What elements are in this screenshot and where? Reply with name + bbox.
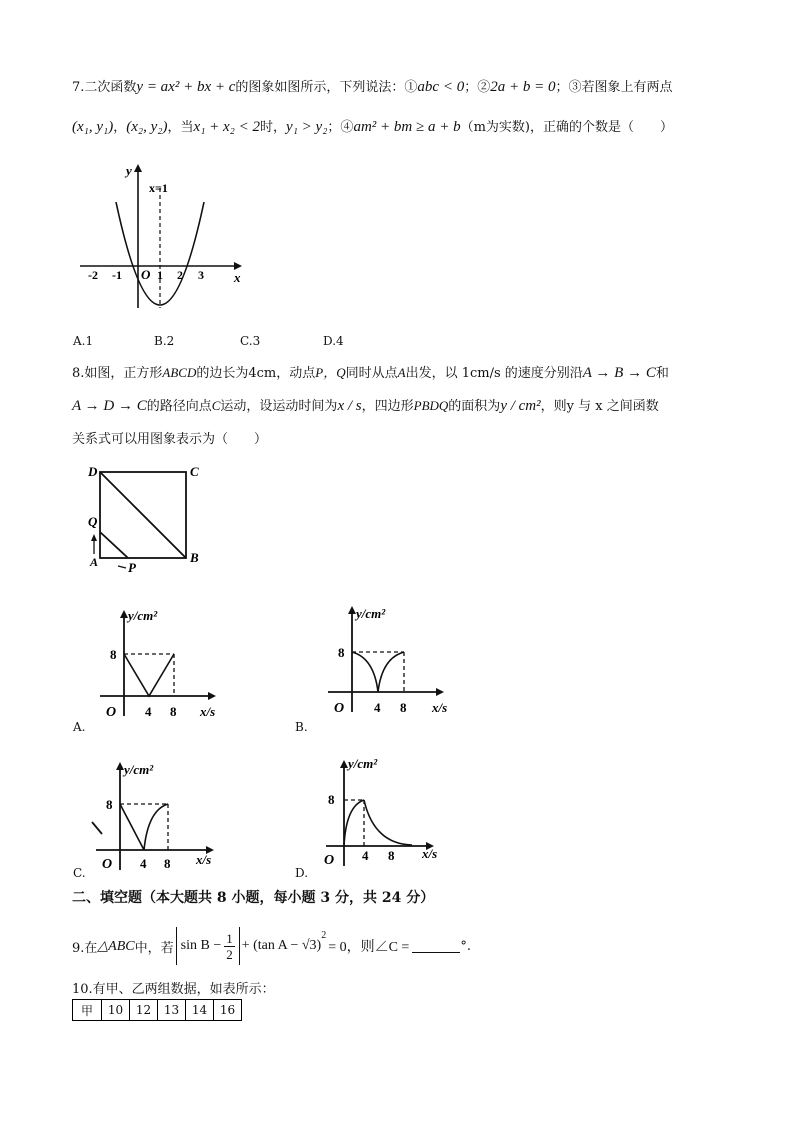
arrow-q-head	[91, 534, 97, 541]
fraction: $\frac{1}{2}$	[226, 930, 233, 962]
label-p: P	[128, 560, 136, 575]
table-cell: 甲	[73, 1000, 102, 1021]
q8-line-1: 8.如图，正方形ABCD的边长为4cm，动点P，Q同时从点A出发，以 1cm/s 的速度分别沿A → B → C和	[72, 365, 669, 381]
tick-label: -2	[88, 268, 98, 282]
x-tick-label: 4	[145, 704, 152, 719]
x-axis-label: x/s	[200, 704, 216, 719]
tick-label: 1	[157, 268, 163, 282]
y-axis-label: y/cm²	[348, 756, 378, 771]
q8-option-a: A.	[73, 720, 86, 734]
graph-curve	[144, 804, 168, 850]
q8-graph-b	[320, 600, 470, 720]
origin-label: O	[102, 857, 113, 872]
data-table	[72, 999, 242, 1021]
absolute-value: sin B − $\frac{1}{2}$	[176, 927, 240, 965]
x-axis-label: x/s	[422, 846, 438, 861]
x-tick-label: 8	[400, 700, 407, 715]
q8-square-figure	[84, 460, 214, 576]
table-row	[73, 1000, 242, 1021]
answer-blank[interactable]	[412, 940, 460, 953]
y-axis-label: y	[126, 163, 132, 178]
x-axis-arrow	[208, 692, 216, 700]
table-cell: 13	[158, 1000, 186, 1021]
y-axis-arrow	[120, 610, 128, 618]
tick-label: -1	[112, 268, 122, 282]
y-axis-arrow	[116, 762, 124, 770]
y-tick-label: 8	[328, 792, 335, 807]
origin-label: O	[106, 705, 117, 720]
label-b: B	[190, 550, 199, 565]
q7-line-1: 7.二次函数y = ax² + bx + c的图象如图所示，下列说法：①abc < 0；②2a + b = 0；③若图象上有两点	[72, 79, 673, 95]
y-tick-label: 8	[110, 647, 117, 662]
x-tick-label: 8	[170, 704, 177, 719]
q8-option-d: D.	[295, 866, 309, 880]
label-d: D	[88, 464, 98, 479]
q7-option-b: B.2	[154, 334, 175, 348]
label-c: C	[190, 464, 199, 479]
y-axis-label: y/cm²	[356, 606, 386, 621]
graph-curve-rise	[344, 800, 364, 846]
q7-parabola-figure	[76, 158, 246, 318]
table-cell: 10	[102, 1000, 130, 1021]
q7-option-c: C.3	[240, 334, 261, 348]
q8-graph-d	[318, 752, 468, 872]
x-tick-label: 4	[374, 700, 381, 715]
graph-line	[120, 804, 144, 850]
y-axis-arrow	[134, 164, 142, 172]
origin-label: O	[324, 853, 335, 868]
tick-label: 3	[198, 268, 204, 282]
segment-qp	[100, 532, 128, 558]
q8-graph-c	[88, 754, 238, 874]
y-tick-label: 8	[106, 797, 113, 812]
table-cell: 16	[214, 1000, 242, 1021]
q7-option-a: A.1	[73, 334, 94, 348]
table-cell: 14	[186, 1000, 214, 1021]
x-axis-label: x/s	[432, 700, 448, 715]
q10-text: 10.有甲、乙两组数据，如表所示：	[72, 982, 275, 997]
tick-label: 2	[177, 268, 183, 282]
graph-curve-fall	[364, 800, 412, 845]
q9-line: 9.在 △ABC 中，若 sin B − $\frac{1}{2}$ + (tan A − √3) $^2$ = 0，则∠C = °.	[72, 926, 471, 966]
origin-label: O	[141, 267, 151, 282]
x-axis-label: x	[234, 270, 241, 285]
origin-label: O	[334, 701, 345, 716]
scan-mark	[92, 822, 102, 834]
label-a: A	[90, 555, 99, 569]
x-tick-label: 4	[140, 856, 147, 871]
x-tick-label: 8	[388, 848, 395, 863]
graph-line	[124, 654, 174, 696]
label-q: Q	[88, 514, 98, 529]
section-heading: 二、填空题（本大题共 8 小题，每小题 3 分，共 24 分）	[72, 890, 435, 906]
y-axis-arrow	[348, 606, 356, 614]
q8-graph-a	[92, 604, 242, 724]
x-axis-arrow	[234, 262, 242, 270]
x-axis-arrow	[436, 688, 444, 696]
arrow-p-right	[118, 566, 126, 568]
y-axis-label: y/cm²	[128, 608, 158, 623]
graph-curve	[352, 652, 404, 692]
y-axis-arrow	[340, 760, 348, 768]
y-axis-label: y/cm²	[124, 762, 154, 777]
x-tick-label: 8	[164, 856, 171, 871]
table-cell: 12	[130, 1000, 158, 1021]
symmetry-axis-label: x=1	[149, 181, 168, 195]
q7-line-2: (x₁, y₁)，(x₂, y₂)，当x₁ + x₂ < 2时，y₁ > y₂；④am² + bm ≥ a + b（m为实数)，正确的个数是（ ）	[72, 119, 673, 135]
q8-option-b: B.	[295, 720, 308, 734]
q8-option-c: C.	[73, 866, 86, 880]
x-axis-label: x/s	[196, 852, 212, 867]
q8-line-3: 关系式可以用图象表示为（ ）	[72, 432, 268, 447]
q8-line-2: A → D → C的路径向点C运动，设运动时间为x / s，四边形PBDQ的面积为y / cm²，则y 与 x 之间函数	[72, 398, 659, 414]
x-tick-label: 4	[362, 848, 369, 863]
y-tick-label: 8	[338, 645, 345, 660]
q7-option-d: D.4	[323, 334, 344, 348]
